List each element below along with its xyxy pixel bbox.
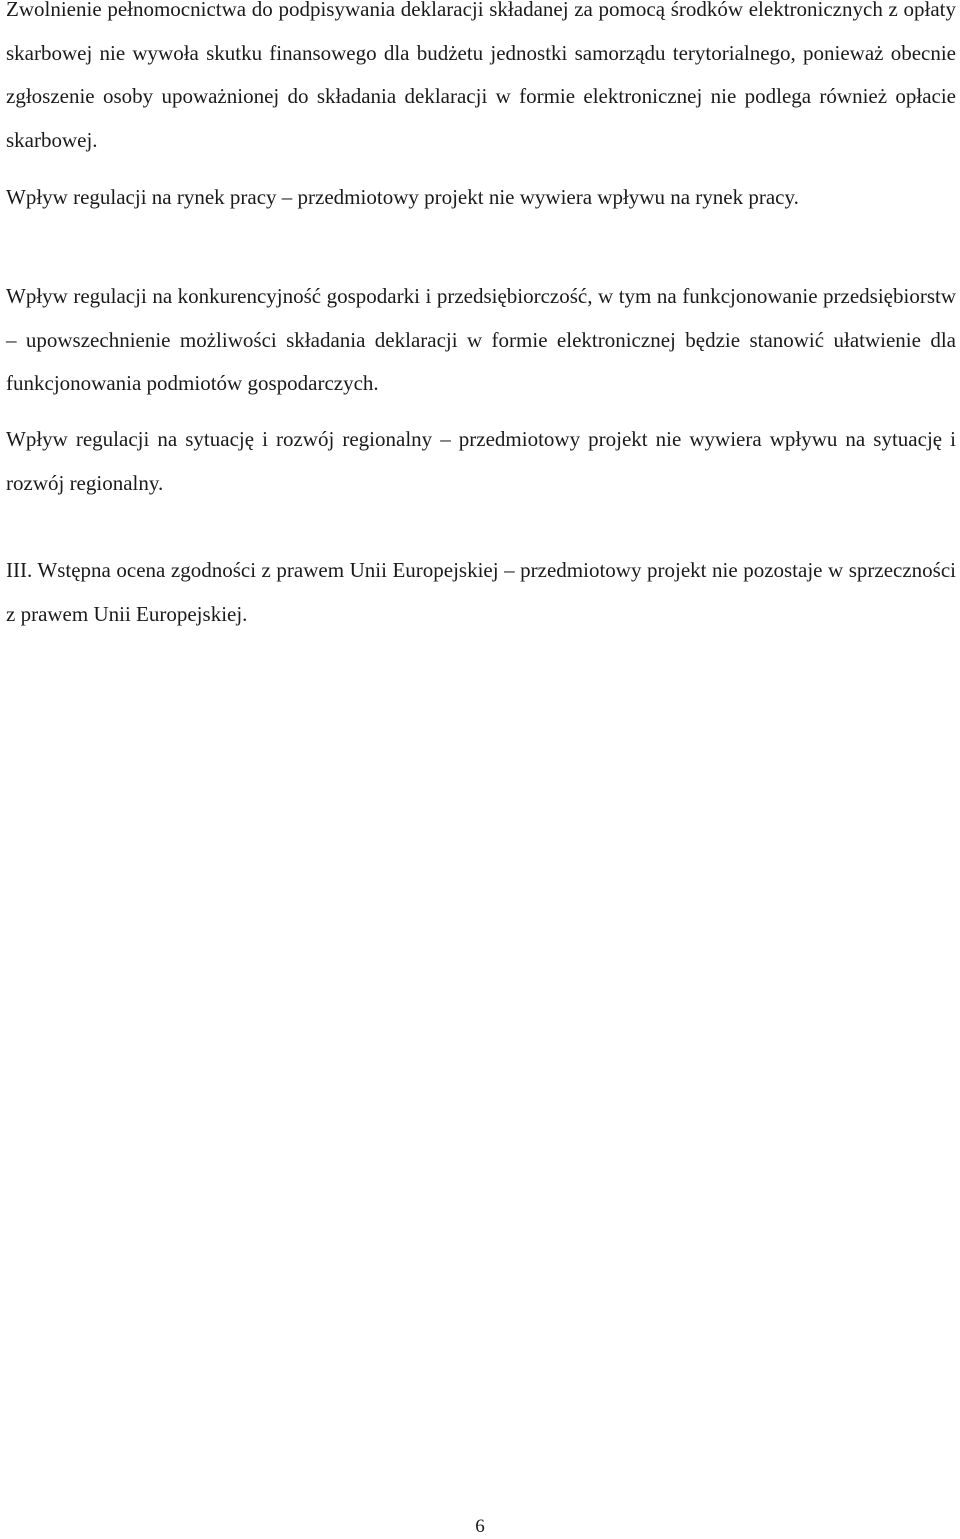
paragraph-competitiveness: Wpływ regulacji na konkurencyjność gospodarki i przedsiębiorczość, w tym na funkcjonowanie przedsiębiorstw – upowszechnienie możliwości składania deklaracji w formie elektronicznej będzie stanowić ułatwienie dla funkcjonowania podmiotów gospodarczych.: [6, 284, 956, 395]
paragraph-labor-market: Wpływ regulacji na rynek pracy – przedmiotowy projekt nie wywiera wpływu na rynek pracy.: [6, 185, 799, 209]
paragraph-eu-compliance: III. Wstępna ocena zgodności z prawem Unii Europejskiej – przedmiotowy projekt nie pozostaje w sprzeczności z prawem Unii Europejskiej.: [6, 558, 956, 626]
paragraph-regional-development: Wpływ regulacji na sytuację i rozwój regionalny – przedmiotowy projekt nie wywiera wpływu na sytuację i rozwój regionalny.: [6, 427, 956, 495]
paragraph-financial-effect: Zwolnienie pełnomocnictwa do podpisywania deklaracji składanej za pomocą środków elektronicznych z opłaty skarbowej nie wywoła skutku finansowego dla budżetu jednostki samorządu terytorialnego, ponieważ obecnie zgłoszenie osoby upoważnionej do składania deklaracji w formie elektronicznej nie podlega również opłacie skarbowej.: [6, 0, 956, 152]
page-number: 6: [475, 1516, 485, 1537]
